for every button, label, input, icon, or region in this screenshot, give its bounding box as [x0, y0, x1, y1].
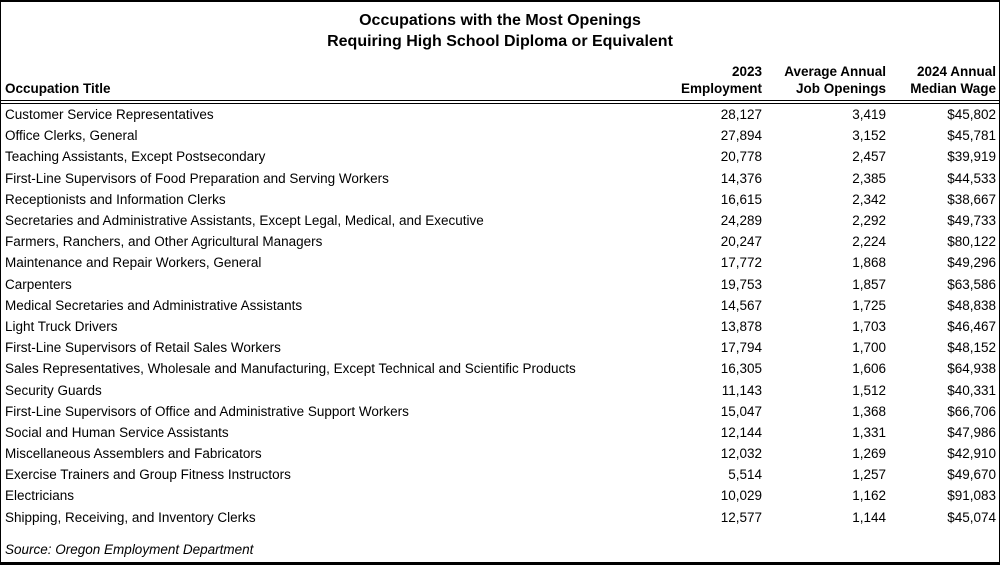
median-wage-cell: $45,074 — [947, 509, 996, 525]
occupation-title-cell: Customer Service Representatives — [5, 107, 214, 123]
occupation-title-cell: Farmers, Ranchers, and Other Agricultural Managers — [5, 234, 323, 250]
median-wage-cell: $39,919 — [947, 149, 996, 165]
employment-cell: 27,894 — [720, 128, 762, 144]
occupation-title-cell: Teaching Assistants, Except Postsecondary — [5, 149, 266, 165]
column-header-job-openings — [762, 54, 886, 102]
table-row — [1, 422, 999, 443]
median-wage-cell: $80,122 — [947, 234, 996, 250]
table-row — [1, 379, 999, 400]
table-row — [1, 168, 999, 189]
employment-cell: 24,289 — [720, 213, 762, 229]
table-row — [1, 252, 999, 273]
job-openings-cell: 1,857 — [852, 276, 886, 292]
median-wage-cell: $46,467 — [947, 318, 996, 334]
median-wage-cell: $49,733 — [947, 213, 996, 229]
employment-cell: 5,514 — [728, 467, 762, 483]
table-row — [1, 337, 999, 358]
table-row — [1, 295, 999, 316]
median-wage-cell: $63,586 — [947, 276, 996, 292]
column-header-occupation-title — [1, 54, 641, 102]
occupation-title-cell: Social and Human Service Assistants — [5, 424, 229, 440]
occupation-title-cell: Exercise Trainers and Group Fitness Instructors — [5, 467, 291, 483]
median-wage-cell: $44,533 — [947, 170, 996, 186]
job-openings-cell: 2,292 — [852, 213, 886, 229]
occupation-title-cell: Secretaries and Administrative Assistants, Except Legal, Medical, and Executive — [5, 213, 484, 229]
median-wage-cell: $45,802 — [947, 107, 996, 123]
employment-cell: 12,144 — [720, 424, 762, 440]
table-row — [1, 210, 999, 231]
table-row — [1, 125, 999, 146]
job-openings-cell: 1,269 — [852, 446, 886, 462]
employment-cell: 16,615 — [720, 191, 762, 207]
employment-cell: 28,127 — [720, 107, 762, 123]
job-openings-cell: 1,868 — [852, 255, 886, 271]
source-note: Source: Oregon Employment Department — [5, 541, 254, 557]
occupation-title-cell: Miscellaneous Assemblers and Fabricators — [5, 446, 262, 462]
job-openings-cell: 1,512 — [852, 382, 886, 398]
job-openings-cell: 2,342 — [852, 191, 886, 207]
column-header-occupation-title-label: Occupation Title — [5, 81, 111, 96]
job-openings-cell: 1,162 — [852, 488, 886, 504]
median-wage-cell: $45,781 — [947, 128, 996, 144]
column-header-median-wage-line2: Median Wage — [910, 81, 996, 96]
occupation-title-cell: First-Line Supervisors of Retail Sales Workers — [5, 340, 281, 356]
occupation-title-cell: Receptionists and Information Clerks — [5, 191, 226, 207]
employment-cell: 19,753 — [720, 276, 762, 292]
column-header-job-openings-line2: Job Openings — [795, 81, 886, 96]
median-wage-cell: $91,083 — [947, 488, 996, 504]
employment-cell: 11,143 — [721, 382, 762, 398]
table-row — [1, 507, 999, 528]
figure-title-line2: Requiring High School Diploma or Equivalent — [327, 33, 673, 50]
median-wage-cell: $49,296 — [947, 255, 996, 271]
median-wage-cell: $40,331 — [947, 382, 996, 398]
column-header-employment-line1: 2023 — [731, 64, 762, 79]
occupation-title-cell: Sales Representatives, Wholesale and Manufacturing, Except Technical and Scientific Products — [5, 361, 576, 377]
employment-cell: 13,878 — [720, 318, 762, 334]
occupation-title-cell: Carpenters — [5, 276, 72, 292]
table-row — [1, 401, 999, 422]
occupation-title-cell: Electricians — [5, 488, 75, 504]
employment-cell: 14,376 — [720, 170, 762, 186]
median-wage-cell: $42,910 — [947, 446, 996, 462]
employment-cell: 10,029 — [720, 488, 762, 504]
median-wage-cell: $47,986 — [947, 424, 996, 440]
column-header-median-wage — [886, 54, 999, 102]
occupation-title-cell: Security Guards — [5, 382, 102, 398]
job-openings-cell: 1,368 — [852, 403, 886, 419]
table-row — [1, 189, 999, 210]
column-header-median-wage-line1: 2024 Annual — [916, 64, 996, 79]
occupations-table — [1, 54, 999, 528]
job-openings-cell: 1,331 — [852, 424, 886, 440]
table-row — [1, 274, 999, 295]
occupation-title-cell: First-Line Supervisors of Food Preparation and Serving Workers — [5, 170, 389, 186]
job-openings-cell: 3,419 — [852, 107, 886, 123]
occupation-title-cell: Office Clerks, General — [5, 128, 138, 144]
occupation-title-cell: Light Truck Drivers — [5, 318, 118, 334]
table-body — [1, 102, 999, 528]
job-openings-cell: 1,703 — [852, 318, 886, 334]
median-wage-cell: $66,706 — [947, 403, 996, 419]
table-row — [1, 146, 999, 167]
median-wage-cell: $64,938 — [947, 361, 996, 377]
job-openings-cell: 3,152 — [852, 128, 886, 144]
table-row — [1, 358, 999, 379]
column-header-employment — [641, 54, 762, 102]
column-header-job-openings-line1: Average Annual — [784, 64, 886, 79]
job-openings-cell: 1,700 — [852, 340, 886, 356]
table-row — [1, 231, 999, 252]
employment-cell: 20,247 — [720, 234, 762, 250]
occupation-title-cell: Shipping, Receiving, and Inventory Clerks — [5, 509, 256, 525]
job-openings-cell: 2,224 — [852, 234, 886, 250]
table-row — [1, 443, 999, 464]
median-wage-cell: $48,838 — [947, 297, 996, 313]
employment-cell: 20,778 — [720, 149, 762, 165]
median-wage-cell: $38,667 — [947, 191, 996, 207]
job-openings-cell: 1,144 — [852, 509, 886, 525]
median-wage-cell: $48,152 — [947, 340, 996, 356]
occupation-title-cell: Medical Secretaries and Administrative Assistants — [5, 297, 303, 313]
employment-cell: 17,794 — [720, 340, 762, 356]
table-header-row — [1, 54, 999, 102]
table-row — [1, 464, 999, 485]
table-row — [1, 485, 999, 506]
employment-cell: 12,577 — [720, 509, 762, 525]
median-wage-cell: $49,670 — [947, 467, 996, 483]
employment-cell: 16,305 — [720, 361, 762, 377]
job-openings-cell: 1,606 — [852, 361, 886, 377]
employment-cell: 17,772 — [720, 255, 762, 271]
employment-cell: 15,047 — [720, 403, 762, 419]
job-openings-cell: 1,725 — [852, 297, 886, 313]
job-openings-cell: 2,385 — [852, 170, 886, 186]
table-header — [1, 54, 999, 102]
table-row — [1, 316, 999, 337]
figure-title-line1: Occupations with the Most Openings — [359, 12, 641, 29]
column-header-employment-line2: Employment — [680, 81, 762, 96]
occupation-title-cell: Maintenance and Repair Workers, General — [5, 255, 262, 271]
employment-cell: 12,032 — [720, 446, 762, 462]
job-openings-cell: 2,457 — [852, 149, 886, 165]
employment-cell: 14,567 — [720, 297, 762, 313]
job-openings-cell: 1,257 — [852, 467, 886, 483]
occupation-title-cell: First-Line Supervisors of Office and Administrative Support Workers — [5, 403, 409, 419]
figure-title — [1, 2, 999, 54]
table-row — [1, 102, 999, 125]
